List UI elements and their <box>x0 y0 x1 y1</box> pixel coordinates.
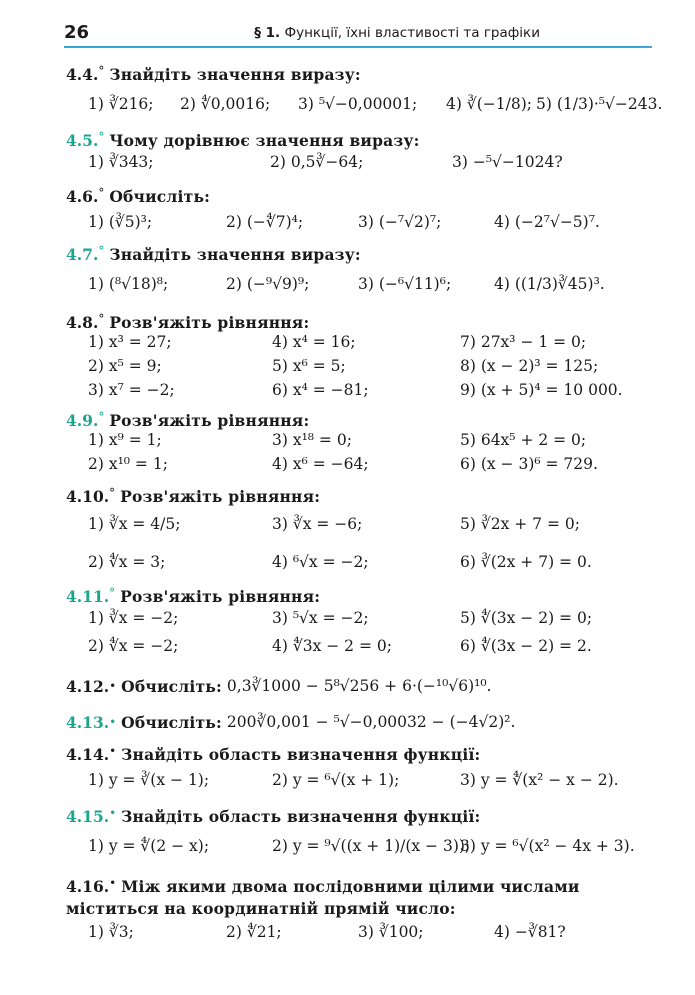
exercise-4-7 <box>66 240 656 306</box>
exercise-heading <box>66 582 656 604</box>
item: 4) −∛81? <box>494 923 566 941</box>
exercise-4-16 <box>66 872 656 944</box>
difficulty-mark: ° <box>98 244 105 258</box>
exercise-4-9 <box>66 406 656 476</box>
item: 5) ∜(3x − 2) = 0; <box>460 609 593 627</box>
exercise-number: 4.14. <box>66 745 110 764</box>
item-row <box>66 544 656 580</box>
item: 3) y = ⁶√(x² − 4x + 3). <box>460 837 635 855</box>
item-row <box>66 378 656 402</box>
item: 2) 0,5∛−64; <box>270 153 364 171</box>
item: 3) (−⁷√2)⁷; <box>358 213 442 231</box>
exercise-number: 4.4. <box>66 65 99 84</box>
difficulty-mark: • <box>109 744 117 758</box>
item: 4) x⁶ = −64; <box>272 455 369 473</box>
exercise-4-12 <box>66 668 656 704</box>
item: 2) ∜x = −2; <box>88 637 179 655</box>
item-row <box>66 262 656 306</box>
item: 2) x¹⁰ = 1; <box>88 455 168 473</box>
item: 5) (1/3)·⁵√−243. <box>536 95 663 113</box>
difficulty-mark: ° <box>98 130 105 144</box>
item: 3) ∛x = −6; <box>272 515 363 533</box>
item: 4) ⁶√x = −2; <box>272 553 369 571</box>
exercise-heading <box>66 308 656 330</box>
item: 3) ∛100; <box>358 923 424 941</box>
exercise-heading <box>66 482 656 504</box>
exercise-number: 4.11. <box>66 587 110 606</box>
exercise-number: 4.5. <box>66 131 99 150</box>
item-row <box>66 148 656 176</box>
exercise-number: 4.16. <box>66 877 110 896</box>
running-header <box>64 22 652 48</box>
item: 6) x⁴ = −81; <box>272 381 369 399</box>
exercise-4-6 <box>66 182 656 240</box>
exercise-heading <box>66 60 656 82</box>
exercise-number: 4.12. <box>66 676 110 696</box>
exercise-heading <box>66 704 656 740</box>
item-row <box>66 824 656 868</box>
difficulty-mark: ° <box>98 186 105 200</box>
exercise-title: Обчисліть: <box>121 712 222 732</box>
item: 7) 27x³ − 1 = 0; <box>460 333 587 351</box>
item: 4) ((1/3)∛45)³. <box>494 275 605 293</box>
item: 2) (−⁹√9)⁹; <box>226 275 310 293</box>
exercise-list <box>66 60 663 944</box>
item-row <box>66 82 663 126</box>
item: 3) y = ∜(x² − x − 2). <box>460 771 619 789</box>
item: 3) ⁵√−0,00001; <box>298 95 418 113</box>
exercise-4-14 <box>66 740 656 798</box>
item: 4) x⁴ = 16; <box>272 333 356 351</box>
item: 2) y = ⁹√((x + 1)/(x − 3)); <box>272 837 471 855</box>
difficulty-mark: • <box>109 715 117 729</box>
item: 5) 64x⁵ + 2 = 0; <box>460 431 587 449</box>
difficulty-mark: • <box>109 876 117 890</box>
item-row <box>66 330 656 354</box>
exercise-4-8 <box>66 308 656 402</box>
item: 1) ∛216; <box>88 95 154 113</box>
item: 1) (⁸√18)⁸; <box>88 275 169 293</box>
difficulty-mark: ° <box>109 586 116 600</box>
item-row <box>66 428 656 452</box>
exercise-heading <box>66 182 656 204</box>
item: 1) ∛x = 4/5; <box>88 515 181 533</box>
item: 8) (x − 2)³ = 125; <box>460 357 599 375</box>
exercise-heading <box>66 802 656 824</box>
item: 1) ∛3; <box>88 923 134 941</box>
exercise-title: Знайдіть область визначення функції: <box>121 745 481 764</box>
exercise-title: Між якими двома послідовними цілими числами міститься на координатній прямій число: <box>66 877 580 918</box>
difficulty-mark: ° <box>98 64 105 78</box>
item: 2) ∜0,0016; <box>180 95 271 113</box>
exercise-4-5 <box>66 126 656 176</box>
exercise-number: 4.7. <box>66 245 99 264</box>
exercise-title: Розв'яжіть рівняння: <box>109 313 310 332</box>
item: 3) x⁷ = −2; <box>88 381 175 399</box>
difficulty-mark: ° <box>109 486 116 500</box>
item: 3) (−⁶√11)⁶; <box>358 275 452 293</box>
exercise-title: Знайдіть значення виразу: <box>109 245 361 264</box>
item: 4) ∛(−1/8); <box>446 95 532 113</box>
item: 2) (−∜7)⁴; <box>226 213 304 231</box>
page-number: 26 <box>64 22 90 43</box>
item-row <box>66 604 656 632</box>
exercise-heading <box>66 668 656 704</box>
item: 1) (∛5)³; <box>88 213 153 231</box>
exercise-title: Обчисліть: <box>121 676 222 696</box>
item: 2) x⁵ = 9; <box>88 357 162 375</box>
item-row <box>66 632 656 660</box>
item-row <box>66 920 656 944</box>
exercise-heading <box>66 126 656 148</box>
exercise-title: Знайдіть область визначення функції: <box>121 807 481 826</box>
exercise-heading <box>66 406 656 428</box>
exercise-title: Розв'яжіть рівняння: <box>120 587 321 606</box>
section-sign: § 1. <box>254 25 281 41</box>
expression: 200∛0,001 − ⁵√−0,00032 − (−4√2)². <box>226 713 516 731</box>
exercise-number: 4.9. <box>66 411 99 430</box>
item-row <box>66 762 656 798</box>
item: 4) ∜3x − 2 = 0; <box>272 637 392 655</box>
item-row <box>66 354 656 378</box>
header-rule <box>64 46 652 48</box>
exercise-number: 4.8. <box>66 313 99 332</box>
difficulty-mark: ° <box>98 312 105 326</box>
difficulty-mark: • <box>109 806 117 820</box>
expression: 0,3∛1000 − 5⁸√256 + 6·(−¹⁰√6)¹⁰. <box>226 677 492 695</box>
item: 1) y = ∜(2 − x); <box>88 837 210 855</box>
item: 3) ⁵√x = −2; <box>272 609 369 627</box>
item: 6) (x − 3)⁶ = 729. <box>460 455 598 473</box>
exercise-title: Розв'яжіть рівняння: <box>120 487 321 506</box>
exercise-4-4 <box>66 60 663 126</box>
item-row <box>66 452 656 476</box>
exercise-4-13 <box>66 704 656 740</box>
exercise-4-15 <box>66 802 656 868</box>
exercise-heading <box>66 740 656 762</box>
exercise-4-11 <box>66 582 656 660</box>
section-title: Функції, їхні властивості та графіки <box>284 25 540 41</box>
item: 6) ∛(2x + 7) = 0. <box>460 553 592 571</box>
exercise-title: Розв'яжіть рівняння: <box>109 411 310 430</box>
item: 1) x³ = 27; <box>88 333 172 351</box>
item: 5) ∛2x + 7 = 0; <box>460 515 580 533</box>
exercise-title: Знайдіть значення виразу: <box>109 65 361 84</box>
item: 1) x⁹ = 1; <box>88 431 162 449</box>
item-row <box>66 204 656 240</box>
item: 4) (−2⁷√−5)⁷. <box>494 213 600 231</box>
item-row <box>66 504 656 544</box>
item: 2) ∜21; <box>226 923 282 941</box>
item: 2) ∜x = 3; <box>88 553 166 571</box>
exercise-number: 4.13. <box>66 712 110 732</box>
exercise-number: 4.6. <box>66 187 99 206</box>
item: 1) ∛x = −2; <box>88 609 179 627</box>
item: 1) y = ∛(x − 1); <box>88 771 210 789</box>
item: 3) x¹⁸ = 0; <box>272 431 352 449</box>
item: 3) −⁵√−1024? <box>452 153 563 171</box>
item: 5) x⁶ = 5; <box>272 357 346 375</box>
item: 2) y = ⁶√(x + 1); <box>272 771 400 789</box>
exercise-4-10 <box>66 482 656 580</box>
item: 9) (x + 5)⁴ = 10 000. <box>460 381 623 399</box>
exercise-number: 4.15. <box>66 807 110 826</box>
exercise-number: 4.10. <box>66 487 110 506</box>
difficulty-mark: ° <box>98 410 105 424</box>
difficulty-mark: • <box>109 679 117 693</box>
item: 6) ∜(3x − 2) = 2. <box>460 637 592 655</box>
running-title <box>254 25 540 41</box>
exercise-title: Обчисліть: <box>109 187 211 206</box>
exercise-heading <box>66 872 656 920</box>
item: 1) ∛343; <box>88 153 154 171</box>
exercise-title: Чому дорівнює значення виразу: <box>109 131 420 150</box>
exercise-heading <box>66 240 656 262</box>
